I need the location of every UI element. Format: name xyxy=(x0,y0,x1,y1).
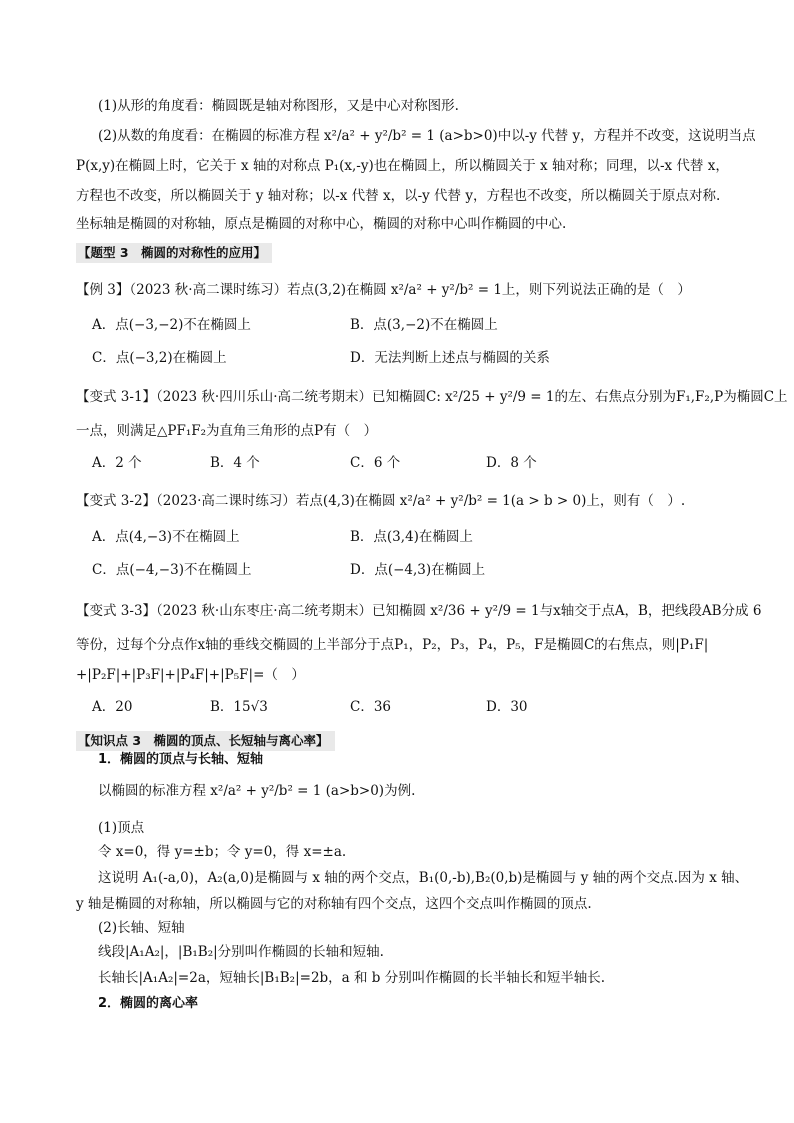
variant-3-1-stem-line-1: 【变式 3-1】（2023 秋·四川乐山·高二统考期末）已知椭圆C: x²/25 + y²/9 = 1的左、右焦点分别为F₁,F₂,P为椭圆C上 xyxy=(76,389,788,405)
knowledge-line-intersection-points: 这说明 A₁(-a,0)，A₂(a,0)是椭圆与 x 轴的两个交点，B₁(0,-b),B₂(0,b)是椭圆与 y 轴的两个交点.因为 x 轴、 xyxy=(98,870,749,886)
example-3-option-a: A．点(−3,−2)不在椭圆上 xyxy=(92,317,251,333)
variant-3-1-option-d: D．8 个 xyxy=(486,455,537,471)
variant-3-2-option-d: D．点(−4,3)在椭圆上 xyxy=(350,562,486,578)
variant-3-1-option-a: A．2 个 xyxy=(92,455,142,471)
example-3-option-c: C．点(−3,2)在椭圆上 xyxy=(92,350,227,366)
intro-paragraph-2-line-4: 坐标轴是椭圆的对称轴，原点是椭圆的对称中心，椭圆的对称中心叫作椭圆的中心. xyxy=(76,216,567,232)
variant-3-3-stem-line-1: 【变式 3-3】（2023 秋·山东枣庄·高二统考期末）已知椭圆 x²/36 + y²/9 = 1与x轴交于点A，B，把线段AB分成 6 xyxy=(76,603,762,619)
variant-3-2-option-b: B．点(3,4)在椭圆上 xyxy=(350,529,473,545)
knowledge-line-intercepts: 令 x=0，得 y=±b；令 y=0，得 x=±a. xyxy=(98,844,347,860)
variant-3-3-option-b: B．15√3 xyxy=(210,699,268,715)
intro-paragraph-1: (1)从形的角度看：椭圆既是轴对称图形，又是中心对称图形. xyxy=(98,98,459,114)
section-heading-knowledge-point-3: 【知识点 3 椭圆的顶点、长短轴与离心率】 xyxy=(76,731,335,751)
knowledge-line-axis-lengths: 长轴长|A₁A₂|=2a，短轴长|B₁B₂|=2b，a 和 b 分别叫作椭圆的长半轴长和短半轴长. xyxy=(98,970,606,986)
variant-3-1-stem-line-2: 一点，则满足△PF₁F₂为直角三角形的点P有（ ） xyxy=(76,423,378,439)
variant-3-3-stem-line-2: 等份，过每个分点作x轴的垂线交椭圆的上半部分于点P₁，P₂，P₃，P₄，P₅，F是椭圆C的右焦点，则|P₁F| xyxy=(76,637,709,653)
variant-3-3-option-c: C．36 xyxy=(350,699,392,715)
variant-3-1-option-b: B．4 个 xyxy=(210,455,260,471)
knowledge-line-vertices-heading: (1)顶点 xyxy=(98,820,145,836)
subheading-eccentricity: 2．椭圆的离心率 xyxy=(98,996,199,1011)
knowledge-line-major-minor-axes: 线段|A₁A₂|，|B₁B₂|分别叫作椭圆的长轴和短轴. xyxy=(98,944,384,960)
variant-3-3-option-d: D．30 xyxy=(486,699,528,715)
variant-3-3-option-a: A．20 xyxy=(92,699,133,715)
variant-3-2-option-a: A．点(4,−3)不在椭圆上 xyxy=(92,529,240,545)
intro-paragraph-2-line-1: (2)从数的角度看：在椭圆的标准方程 x²/a² + y²/b² = 1 (a>b>0)中以-y 代替 y，方程并不改变，这说明当点 xyxy=(98,128,756,144)
variant-3-3-stem-line-3: +|P₂F|+|P₃F|+|P₄F|+|P₅F|=（ ） xyxy=(76,667,305,683)
intro-paragraph-2-line-2: P(x,y)在椭圆上时，它关于 x 轴的对称点 P₁(x,-y)也在椭圆上，所以椭圆关于 x 轴对称；同理，以-x 代替 x， xyxy=(76,158,729,174)
knowledge-line-four-vertices: y 轴是椭圆的对称轴，所以椭圆与它的对称轴有四个交点，这四个交点叫作椭圆的顶点. xyxy=(76,896,592,912)
example-3-option-d: D．无法判断上述点与椭圆的关系 xyxy=(350,350,550,366)
example-3-option-b: B．点(3,−2)不在椭圆上 xyxy=(350,317,498,333)
example-3-stem: 【例 3】（2023 秋·高二课时练习）若点(3,2)在椭圆 x²/a² + y²/b² = 1上，则下列说法正确的是（ ） xyxy=(76,282,691,298)
knowledge-line-axes-heading: (2)长轴、短轴 xyxy=(98,920,185,936)
variant-3-2-option-c: C．点(−4,−3)不在椭圆上 xyxy=(92,562,252,578)
section-heading-question-type-3: 【题型 3 椭圆的对称性的应用】 xyxy=(76,243,272,263)
variant-3-1-option-c: C．6 个 xyxy=(350,455,401,471)
variant-3-2-stem: 【变式 3-2】（2023·高二课时练习）若点(4,3)在椭圆 x²/a² + y²/b² = 1(a > b > 0)上，则有（ ）. xyxy=(76,493,686,509)
subheading-vertices-axes: 1．椭圆的顶点与长轴、短轴 xyxy=(98,752,264,767)
knowledge-line-standard-equation: 以椭圆的标准方程 x²/a² + y²/b² = 1 (a>b>0)为例. xyxy=(98,783,416,799)
intro-paragraph-2-line-3: 方程也不改变，所以椭圆关于 y 轴对称；以-x 代替 x，以-y 代替 y，方程也不改变，所以椭圆关于原点对称. xyxy=(76,188,721,204)
